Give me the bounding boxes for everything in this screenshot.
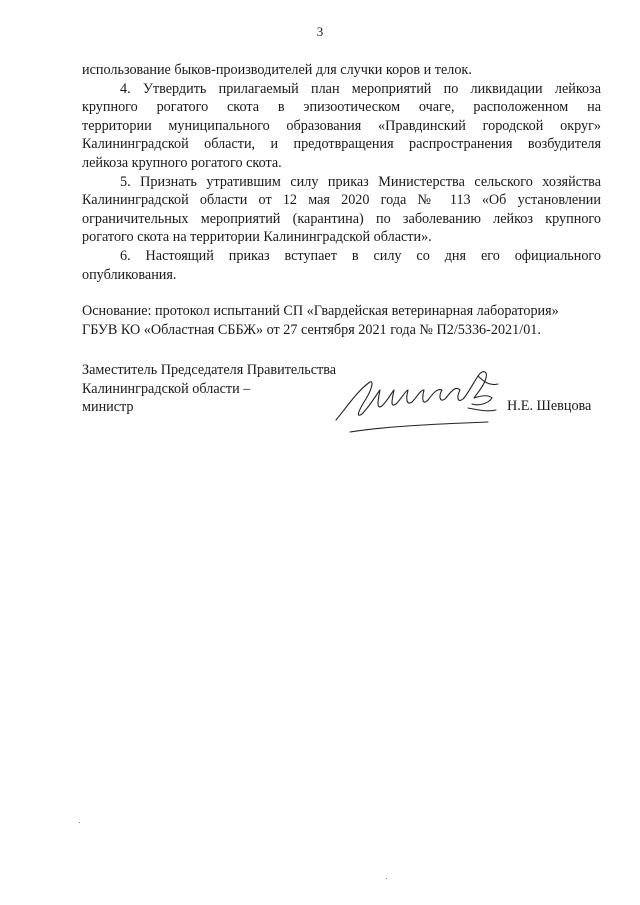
position-line: Заместитель Председателя Правительства (82, 362, 337, 378)
basis-line: ГБУВ КО «Областная СББЖ» от 27 сентября 2021 года № П2/5336-2021/01. (82, 321, 541, 338)
basis-note (82, 302, 601, 339)
signer-name: Н.Е. Шевцова (507, 398, 592, 414)
paragraph-4 (82, 80, 601, 173)
document-body (82, 61, 601, 339)
paragraph-5-line: Калининградской области от 12 мая 2020 года № 113 «Об установлении (82, 192, 601, 209)
paragraph-3-tail: использование быков-производителей для случки коров и телок. (82, 62, 472, 78)
paragraph-5 (82, 173, 601, 247)
paragraph-4-line: 4. Утвердить прилагаемый план мероприятий по ликвидации лейкоза (120, 80, 601, 97)
paragraph-4-line: лейкоза крупного рогатого скота. (82, 154, 282, 171)
paragraph-6 (82, 247, 601, 284)
basis-line: Основание: протокол испытаний СП «Гвардейская ветеринарная лаборатория» (82, 303, 559, 320)
position-line: Калининградской области – (82, 380, 251, 397)
page-number: 3 (316, 24, 324, 39)
paragraph-6-line: 6. Настоящий приказ вступает в силу со дня его официального (120, 247, 601, 264)
scan-speck (79, 822, 80, 823)
paragraph-6-line: опубликования. (82, 266, 177, 283)
paragraph-5-line: рогатого скота на территории Калининградской области». (82, 229, 432, 246)
signatory-position (82, 361, 336, 417)
handwritten-signature (328, 360, 508, 440)
paragraph-5-line: 5. Признать утратившим силу приказ Министерства сельского хозяйства (120, 173, 601, 190)
position-line: министр (82, 399, 134, 416)
paragraph-5-line: ограничительных мероприятий (карантина) по заболеванию лейкоз крупного (82, 210, 601, 227)
paragraph-4-line: крупного рогатого скота в эпизоотическом очаге, расположенном на (82, 99, 601, 116)
paragraph-4-line: Калининградской области, и предотвращения распространения возбудителя (82, 136, 601, 153)
paragraph-4-line: территории муниципального образования «Правдинский городской округ» (82, 117, 601, 134)
scan-speck (386, 878, 387, 879)
